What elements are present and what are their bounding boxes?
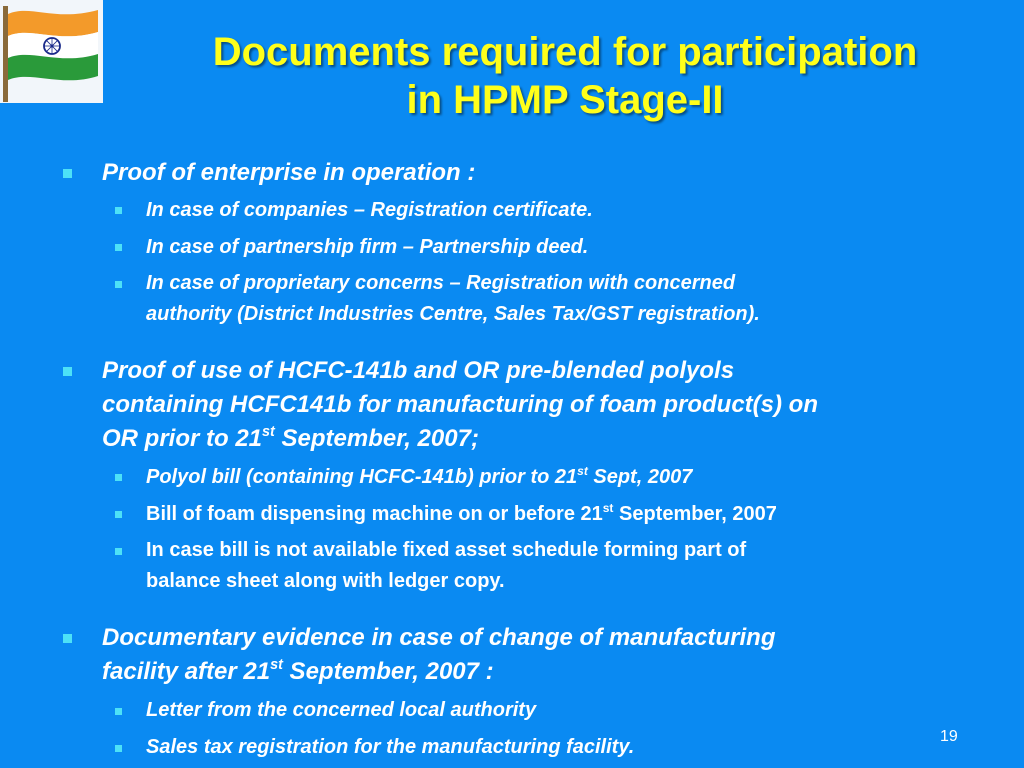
sub-bullet-marker (115, 745, 122, 752)
section-2-heading-line-2: containing HCFC141b for manufacturing of foam product(s) on (102, 391, 818, 418)
section-2-heading-line-3 (102, 422, 964, 456)
section-1-heading: Proof of enterprise in operation : (102, 159, 476, 186)
text-part: Bill of foam dispensing machine on or before 21 (146, 503, 603, 525)
sub-bullet-marker (115, 244, 122, 251)
text-part: Sept, 2007 (587, 466, 693, 488)
ordinal-suffix: st (270, 657, 283, 674)
page-number: 19 (940, 728, 958, 745)
section-2-item-3-line-2: balance sheet along with ledger copy. (146, 570, 505, 592)
text-part: OR prior to 21 (102, 425, 263, 452)
ordinal-suffix: st (262, 424, 275, 441)
sub-bullet-marker (115, 474, 122, 481)
section-3-item-2: Sales tax registration for the manufacturing facility. (146, 736, 635, 758)
sub-bullet-marker (115, 511, 122, 518)
section-2-item-1 (146, 462, 964, 493)
text-part: facility after 21 (102, 658, 271, 685)
sub-bullet-marker (115, 708, 122, 715)
sub-bullet-marker (115, 207, 122, 214)
ordinal-suffix: st (602, 500, 614, 515)
section-3-item-1: Letter from the concerned local authority (146, 699, 537, 721)
title-line-2: in HPMP Stage-II (406, 78, 724, 122)
bullet-marker (63, 634, 72, 643)
sub-bullet-marker (115, 281, 122, 288)
section-3-heading-line-2 (102, 655, 964, 689)
section-2-item-2 (146, 499, 964, 530)
text-part: September, 2007; (274, 425, 479, 452)
text-part: Polyol bill (containing HCFC-141b) prior to 21 (146, 466, 578, 488)
bullet-marker (63, 169, 72, 178)
title-line-1: Documents required for participation (212, 30, 918, 74)
section-1-item-3-line-2: authority (District Industries Centre, Sales Tax/GST registration). (146, 303, 760, 325)
section-3-heading-line-1: Documentary evidence in case of change of manufacturing (102, 624, 776, 651)
section-1-item-1: In case of companies – Registration certificate. (146, 199, 593, 221)
sub-bullet-marker (115, 548, 122, 555)
text-part: September, 2007 (613, 503, 777, 525)
section-2-heading-line-1: Proof of use of HCFC-141b and OR pre-blended polyols (102, 357, 735, 384)
section-1-item-3-line-1: In case of proprietary concerns – Registration with concerned (146, 272, 736, 294)
bullet-marker (63, 367, 72, 376)
section-2-item-3-line-1: In case bill is not available fixed asset schedule forming part of (146, 539, 747, 561)
text-part: September, 2007 : (282, 658, 494, 685)
section-1-item-2: In case of partnership firm – Partnership deed. (146, 236, 589, 258)
ordinal-suffix: st (577, 463, 588, 478)
